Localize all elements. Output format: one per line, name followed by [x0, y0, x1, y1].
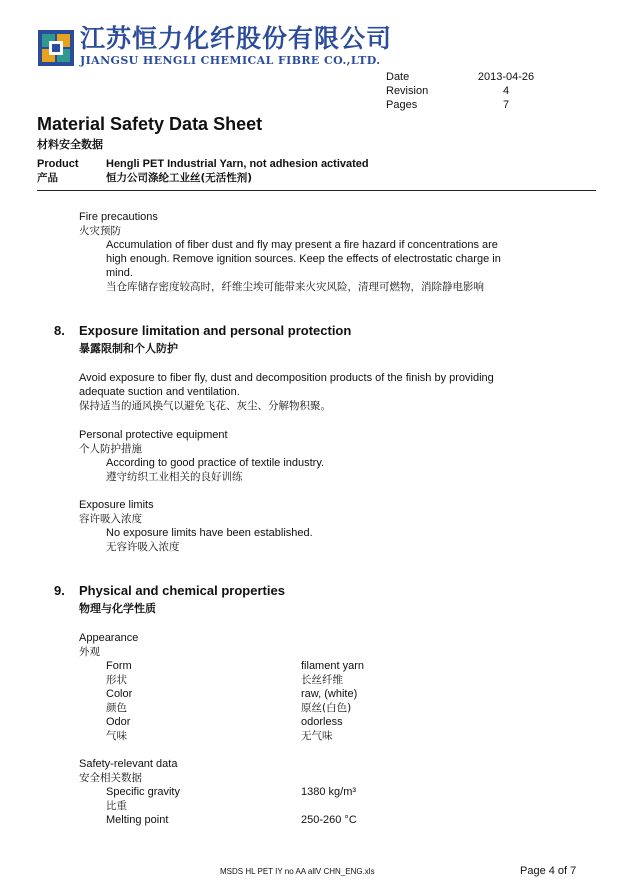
- property-value: 无气味: [301, 730, 333, 742]
- property-label: 形状: [106, 674, 127, 686]
- ppe-text: According to good practice of textile industry.: [106, 457, 325, 469]
- meta-pages-value: 7: [502, 99, 510, 111]
- section-8-title-cn: 暴露限制和个人防护: [79, 342, 178, 355]
- fire-text-line: mind.: [106, 267, 133, 279]
- property-value: 长丝纤维: [301, 674, 343, 686]
- section-9-number: 9.: [54, 583, 65, 598]
- product-label: Product: [37, 158, 79, 170]
- company-name-en: JIANGSU HENGLI CHEMICAL FIBRE CO.,LTD.: [80, 54, 381, 67]
- appearance-heading-cn: 外观: [79, 646, 100, 658]
- fire-text-cn: 当仓库储存密度较高时，纤维尘埃可能带来火灾风险，清理可燃物，消除静电影响: [106, 281, 484, 293]
- exposure-limits-text: No exposure limits have been established.: [106, 527, 313, 539]
- meta-date-value: 2013-04-26: [477, 71, 535, 83]
- meta-revision-value: 4: [502, 85, 510, 97]
- footer-page-number: Page 4 of 7: [520, 865, 577, 877]
- product-value-cn: 恒力公司涤纶工业丝(无活性剂): [106, 172, 253, 184]
- document-title-cn: 材料安全数据: [37, 138, 103, 151]
- ppe-heading: Personal protective equipment: [79, 429, 228, 441]
- meta-revision-label: Revision: [386, 85, 429, 97]
- property-label: Melting point: [106, 814, 169, 826]
- property-value: 原丝(白色): [301, 702, 352, 714]
- property-label: Form: [106, 660, 132, 672]
- property-label: Color: [106, 688, 133, 700]
- property-label: 比重: [106, 800, 127, 812]
- property-label: Odor: [106, 716, 131, 728]
- meta-pages-label: Pages: [386, 99, 418, 111]
- document-title: Material Safety Data Sheet: [37, 114, 263, 134]
- section-9-title-cn: 物理与化学性质: [79, 602, 156, 615]
- section-8-number: 8.: [54, 323, 65, 338]
- section-8-intro-cn: 保持适当的通风换气以避免飞花、灰尘、分解物积聚。: [79, 400, 331, 412]
- ppe-heading-cn: 个人防护措施: [79, 443, 142, 455]
- property-value: filament yarn: [301, 660, 364, 672]
- product-label-cn: 产品: [37, 172, 58, 184]
- product-value: Hengli PET Industrial Yarn, not adhesion activated: [106, 158, 369, 170]
- fire-text-line: high enough. Remove ignition sources. Keep the effects of electrostatic charge in: [106, 253, 501, 265]
- footer-filename: MSDS HL PET IY no AA allV CHN_ENG.xls: [220, 867, 375, 876]
- appearance-heading: Appearance: [79, 632, 139, 644]
- property-value: 1380 kg/m³: [301, 786, 357, 798]
- exposure-limits-heading-cn: 容许吸入浓度: [79, 513, 142, 525]
- header-divider: [37, 190, 596, 191]
- property-label: 颜色: [106, 702, 127, 714]
- fire-text-line: Accumulation of fiber dust and fly may present a fire hazard if concentrations are: [106, 239, 498, 251]
- meta-date-label: Date: [386, 71, 410, 83]
- company-name-cn: 江苏恒力化纤股份有限公司: [80, 24, 393, 53]
- section-8-title: Exposure limitation and personal protection: [79, 323, 352, 338]
- exposure-limits-text-cn: 无容许吸入浓度: [106, 541, 180, 553]
- ppe-text-cn: 遵守纺织工业相关的良好训练: [106, 471, 243, 483]
- company-logo-mark: [38, 30, 74, 66]
- safety-data-heading-cn: 安全相关数据: [79, 772, 142, 784]
- section-8-intro-line: Avoid exposure to fiber fly, dust and decomposition products of the finish by providing: [79, 372, 494, 384]
- property-value: 250-260 °C: [301, 814, 357, 826]
- exposure-limits-heading: Exposure limits: [79, 499, 154, 511]
- section-8-intro-line: adequate suction and ventilation.: [79, 386, 240, 398]
- fire-precautions-heading: Fire precautions: [79, 211, 158, 223]
- property-value: raw, (white): [301, 688, 358, 700]
- section-9-title: Physical and chemical properties: [79, 583, 285, 598]
- property-label: 气味: [106, 730, 127, 742]
- safety-data-heading: Safety-relevant data: [79, 758, 178, 770]
- fire-precautions-heading-cn: 火灾预防: [79, 225, 121, 237]
- property-value: odorless: [301, 716, 343, 728]
- property-label: Specific gravity: [106, 786, 180, 798]
